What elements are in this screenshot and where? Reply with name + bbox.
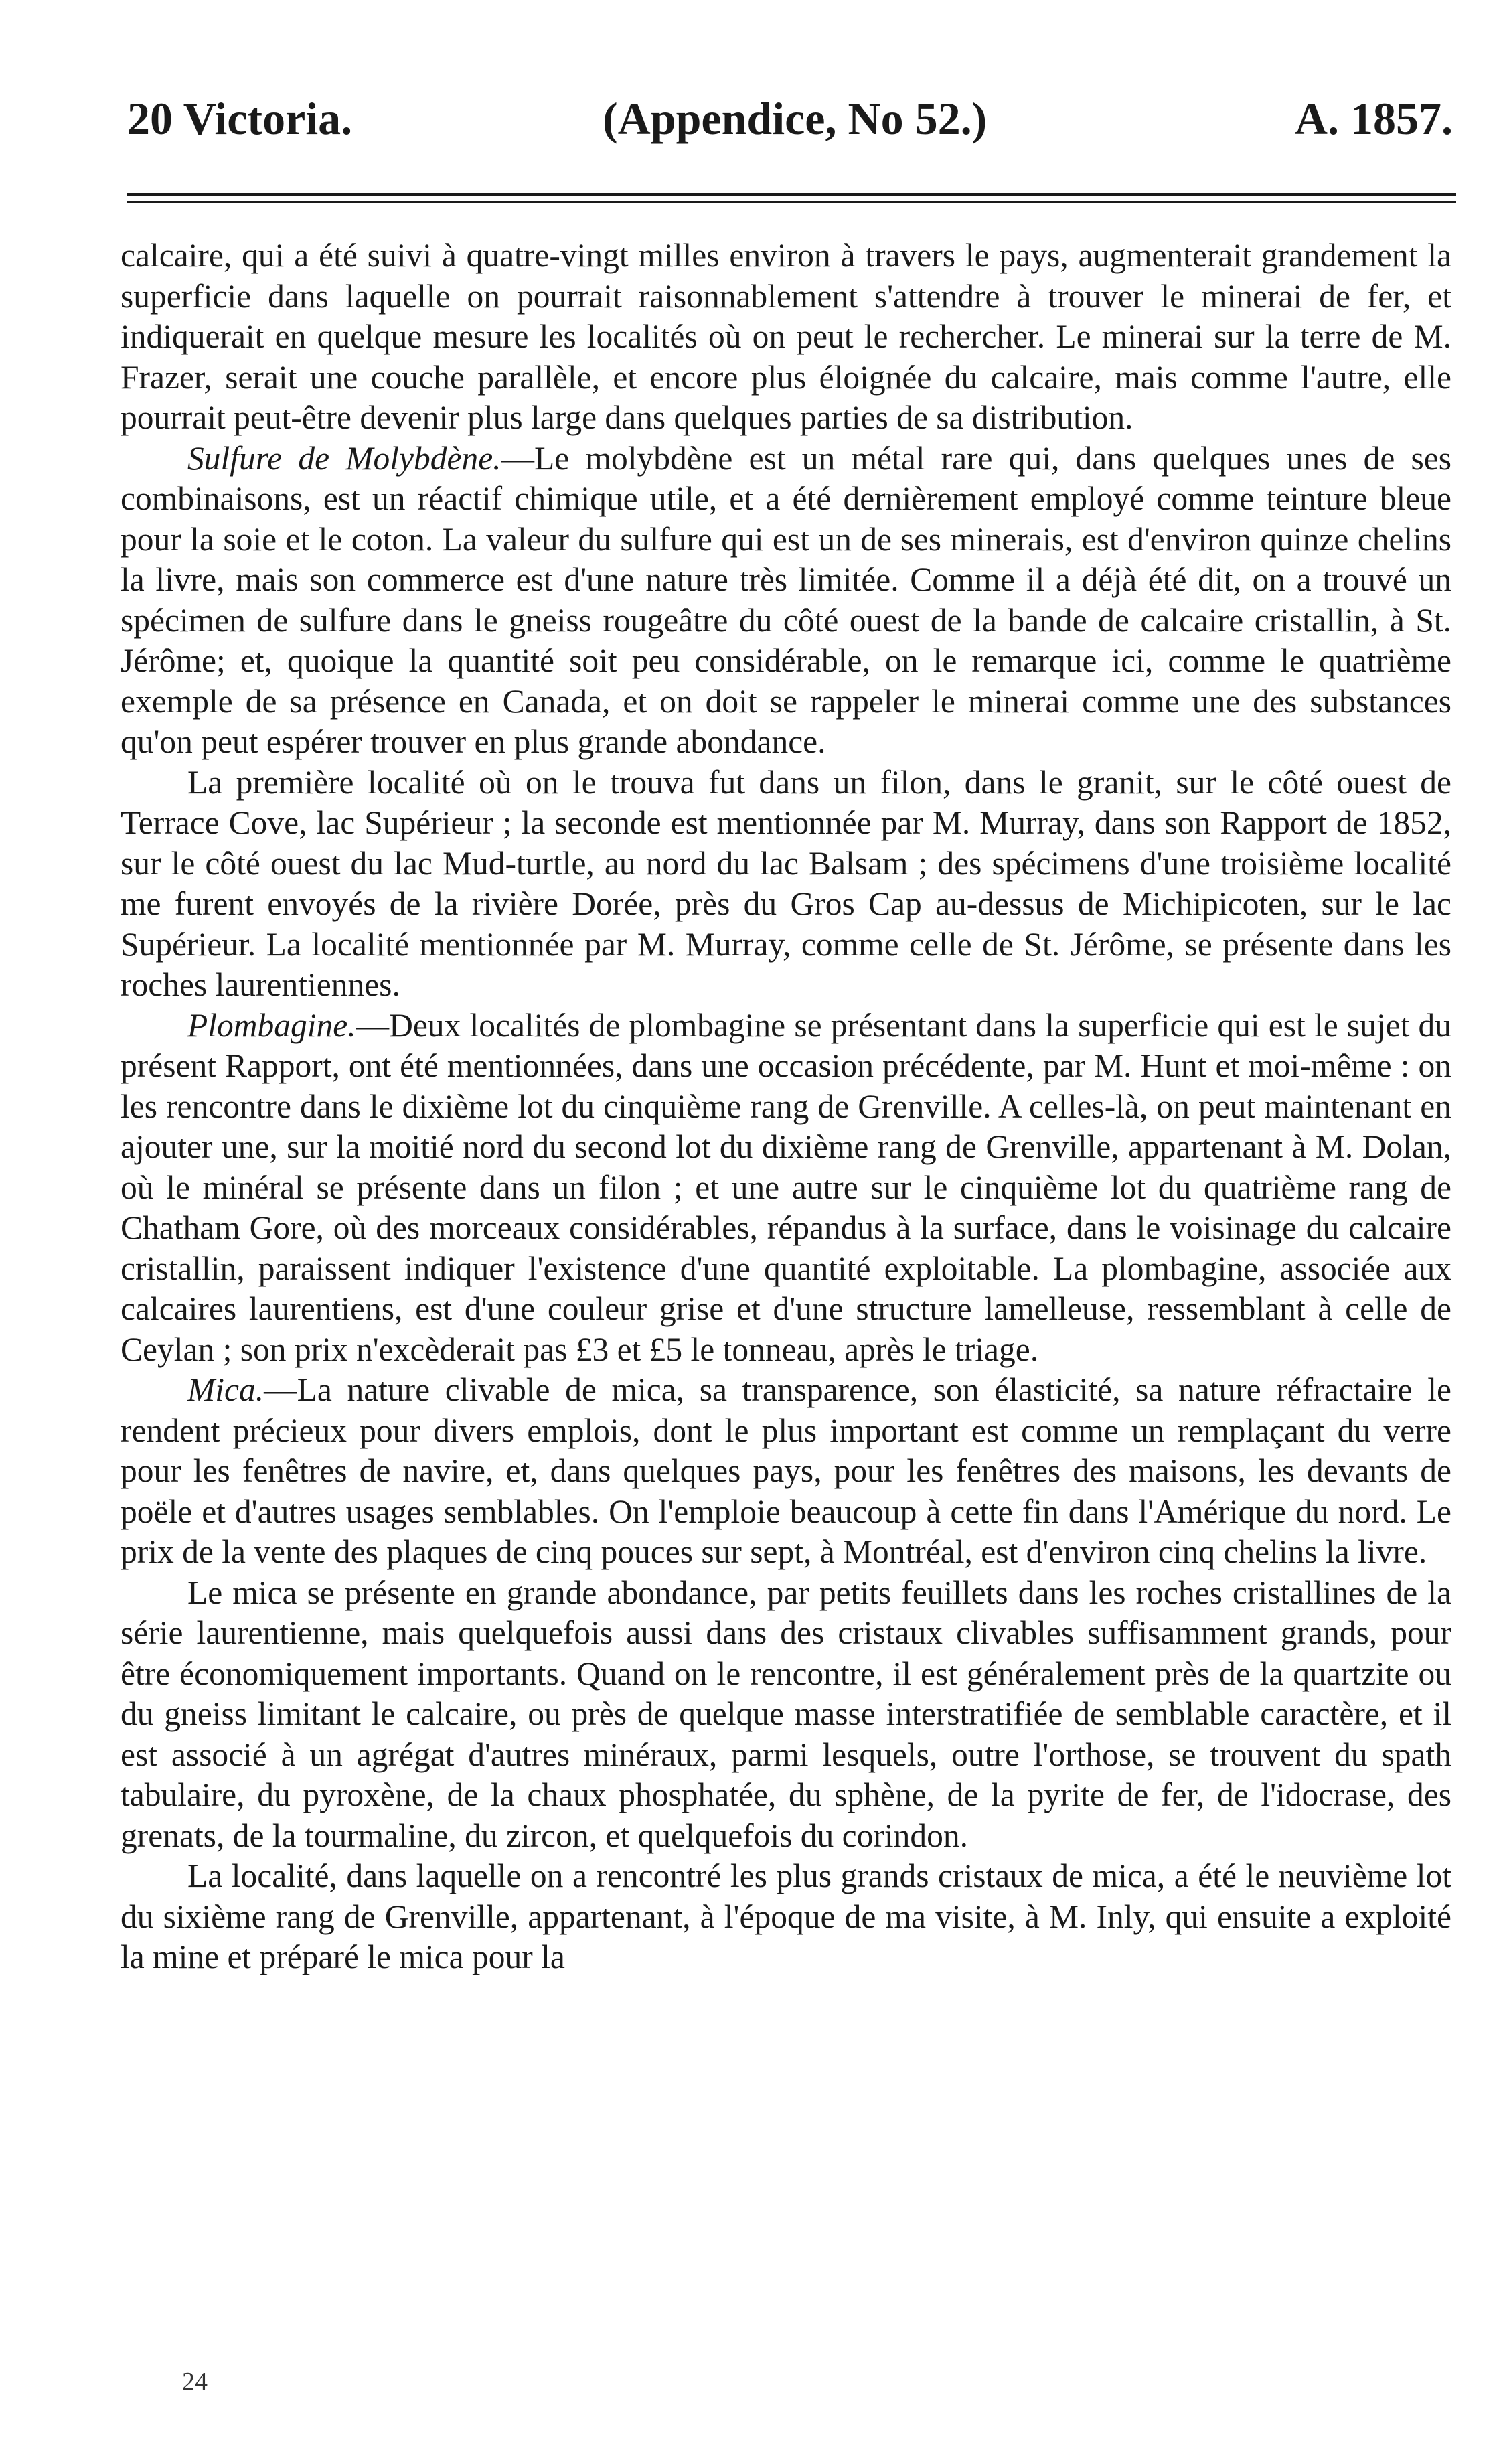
header-session: 20 Victoria. — [127, 93, 353, 144]
section-heading-plombagine: Plombagine. — [187, 1006, 356, 1044]
paragraph-localites — [121, 763, 1451, 1006]
paragraph-mica-occurrence — [121, 1573, 1451, 1857]
paragraph-text: La première localité où on le trouva fut dans un filon, dans le granit, sur le côté ouest de Terrace Cove, lac Supérieur ; la seconde est mentionnée par M. Murray, dans son Rapport de 1852, sur le côté ouest du lac Mud-turtle, au nord du lac Balsam ; des spécimens d'une troisième localité me furent envoyés de la rivière Dorée, près du Gros Cap au-dessus de Michipicoten, sur le lac Supérieur. La localité mentionnée par M. Murray, comme celle de St. Jérôme, se présente dans les roches laurentiennes. — [121, 763, 1451, 1003]
running-header — [127, 92, 1453, 153]
paragraph-molybdene — [121, 439, 1451, 763]
page-body — [121, 236, 1451, 1978]
printer-signature-mark: 24 — [182, 2368, 208, 2396]
header-rule-thick — [127, 193, 1456, 196]
paragraph-text: La localité, dans laquelle on a rencontré les plus grands cristaux de mica, a été le neuvième lot du sixième rang de Grenville, appartenant, à l'époque de ma visite, à M. Inly, qui ensuite a exploité la mine et préparé le mica pour la — [121, 1857, 1451, 1975]
paragraph-mica — [121, 1370, 1451, 1573]
paragraph-text: —Deux localités de plombagine se présentant dans la superficie qui est le sujet du présent Rapport, ont été mentionnées, dans une occasion précédente, par M. Hunt et moi-même : on les rencontre dans le dixième lot du cinquième rang de Grenville. A celles-là, on peut maintenant en ajouter une, sur la moitié nord du second lot du dixième rang de Grenville, appartenant à M. Dolan, où le minéral se présente dans un filon ; et une autre sur le cinquième lot du quatrième rang de Chatham Gore, où des morceaux considérables, répandus à la surface, dans le voisinage du calcaire cristallin, paraissent indiquer l'existence d'une quantité exploitable. La plombagine, associée aux calcaires laurentiens, est d'une couleur grise et d'une structure lamelleuse, ressemblant à celle de Ceylan ; son prix n'excèderait pas £3 et £5 le tonneau, après le triage. — [121, 1006, 1451, 1368]
paragraph-text: —La nature clivable de mica, sa transparence, son élasticité, sa nature réfractaire le rendent précieux pour divers emplois, dont le plus important est comme un remplaçant du verre pour les fenêtres de navire, et, dans quelques pays, pour les fenêtres des maisons, les devants de poële et d'autres usages semblables. On l'emploie beaucoup à cette fin dans l'Amérique du nord. Le prix de la vente des plaques de cinq pouces sur sept, à Montréal, est d'environ cinq chelins la livre. — [121, 1371, 1451, 1570]
paragraph-calcaire — [121, 236, 1451, 439]
header-year: A. 1857. — [1294, 93, 1453, 144]
header-rule-thin — [127, 201, 1456, 203]
paragraph-text: —Le molybdène est un métal rare qui, dans quelques unes de ses combinaisons, est un réactif chimique utile, et a été dernièrement employé comme teinture bleue pour la soie et le coton. La valeur du sulfure qui est un de ses minerais, est d'environ quinze chelins la livre, mais son commerce est d'une nature très limitée. Comme il a déjà été dit, on a trouvé un spécimen de sulfure dans le gneiss rougeâtre du côté ouest de la bande de calcaire cristallin, à St. Jérôme; et, quoique la quantité soit peu considérable, on le remarque ici, comme le quatrième exemple de sa présence en Canada, et on doit se rappeler le minerai comme une des substances qu'on peut espérer trouver en plus grande abondance. — [121, 439, 1451, 760]
paragraph-mica-locality — [121, 1856, 1451, 1978]
section-heading-mica: Mica. — [187, 1371, 264, 1408]
header-appendix: (Appendice, No 52.) — [603, 93, 988, 144]
paragraph-plombagine — [121, 1006, 1451, 1371]
paragraph-text: Le mica se présente en grande abondance, par petits feuillets dans les roches cristallines de la série laurentienne, mais quelquefois aussi dans des cristaux clivables suffisamment grands, pour être économiquement importants. Quand on le rencontre, il est généralement près de la quartzite ou du gneiss limitant le calcaire, ou près de quelque masse interstratifiée de semblable caractère, et il est associé à un agrégat d'autres minéraux, parmi lesquels, outre l'orthose, se trouvent du spath tabulaire, du pyroxène, de la chaux phosphatée, du sphène, de la pyrite de fer, de l'idocrase, des grenats, de la tourmaline, du zircon, et quelquefois du corindon. — [121, 1573, 1451, 1854]
paragraph-text: calcaire, qui a été suivi à quatre-vingt milles environ à travers le pays, augmenterait grandement la superficie dans laquelle on pourrait raisonnablement s'attendre à trouver le minerai de fer, et indiquerait en quelque mesure les localités où on peut le rechercher. Le minerai sur la terre de M. Frazer, serait une couche parallèle, et encore plus éloignée du calcaire, mais comme l'autre, elle pourrait peut-être devenir plus large dans quelques parties de sa distribution. — [121, 237, 1451, 436]
section-heading-molybdene: Sulfure de Molybdène. — [187, 439, 501, 477]
